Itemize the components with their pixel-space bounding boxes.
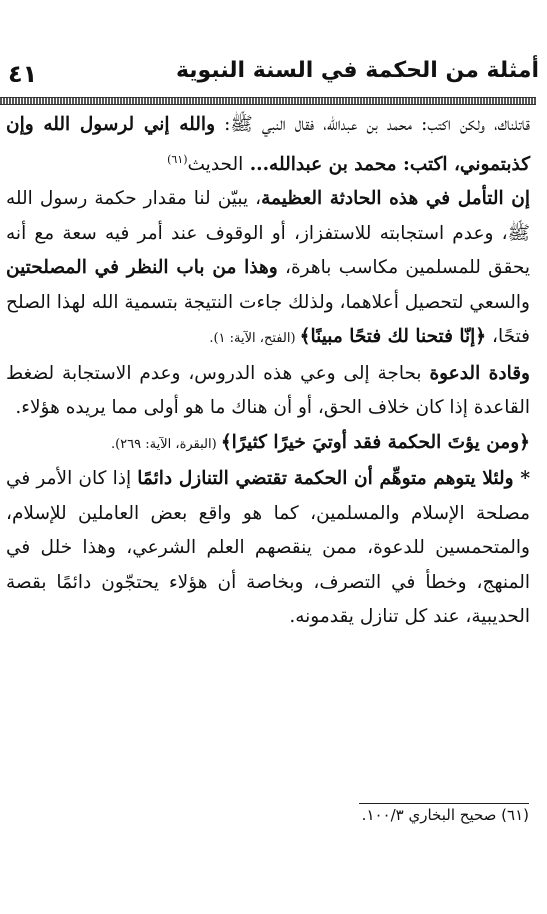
leaders-lead: وقادة الدعوة	[429, 362, 530, 384]
paragraph-caution	[6, 462, 530, 635]
caution-lead: ولئلا يتوهم متوهِّم أن الحكمة تقتضي التنازل دائمًا	[137, 468, 514, 490]
quran-verse-baqara: ﴿ومن يؤتَ الحكمة فقد أوتيَ خيرًا كثيرًا﴾	[220, 431, 530, 453]
leaders-text: بحاجة إلى وعي هذه الدروس، وعدم الاستجابة لضغط القاعدة إذا كان خلاف الحق، أو أن هناك ما هو أولى مما يريده هؤلاء.	[6, 362, 530, 419]
running-title: أمثلة من الحكمة في السنة النبوية	[175, 58, 539, 83]
footnote-marker: (٦١)	[167, 152, 188, 166]
paragraph-leaders	[6, 357, 530, 426]
hadith-text: قاتلناك، ولكن اكتب: محمد بن عبدالله، فقال النبي ﷺ:	[215, 114, 530, 135]
paragraph-verse	[6, 426, 530, 463]
quran-verse-fath: ﴿إنّا فتحنا لك فتحًا مبينًا﴾	[299, 326, 487, 348]
footnote: (٦١) صحيح البخاري ١٠٠/٣.	[361, 806, 529, 824]
page-number: ٤١	[8, 60, 38, 88]
page-header	[0, 58, 547, 98]
header-divider	[0, 97, 536, 105]
caution-text: إذا كان الأمر في مصلحة الإسلام والمسلمين، كما هو واقع بعض العاملين للإسلام، والمتحمسين للدعوة، ممن ينقصهم العلم الشرعي، وهذا خلل في المنهج، وخطأ في التصرف، وبخاصة أن هؤلاء يحتجّون دائمًا بقصة الحديبية، عند كل تنازل يقدمونه.	[6, 468, 530, 628]
paragraph-hadith	[6, 108, 530, 182]
reflection-text: ، يبيّن لنا مقدار حكمة رسول الله ﷺ، وعدم استجابته للاستفزاز، أو الوقوف عند أمر فيه سعة مع أنه يحقق للمسلمين مكاسب باهرة،	[6, 188, 530, 279]
reflection-text-2: والسعي لتحصيل أعلاهما، ولذلك جاءت النتيجة بتسمية الله لهذا الصلح فتحًا،	[6, 291, 530, 348]
hadith-quote: والله إني لرسول الله وإن كذبتموني، اكتب: محمد بن عبدالله...	[6, 114, 530, 175]
star-bullet: *	[513, 468, 531, 490]
reflection-lead: إن التأمل في هذه الحادثة العظيمة	[261, 188, 530, 210]
paragraph-reflection	[6, 182, 530, 357]
verse-reference-baqara: (البقرة، الآية: ٢٦٩).	[110, 436, 221, 452]
hadith-label: الحديث	[187, 153, 244, 175]
footnote-divider	[359, 803, 529, 804]
reflection-emphasis: وهذا من باب النظر في المصلحتين	[6, 257, 278, 279]
verse-reference-fath: (الفتح، الآية: ١).	[209, 331, 300, 347]
body-text	[6, 108, 530, 635]
